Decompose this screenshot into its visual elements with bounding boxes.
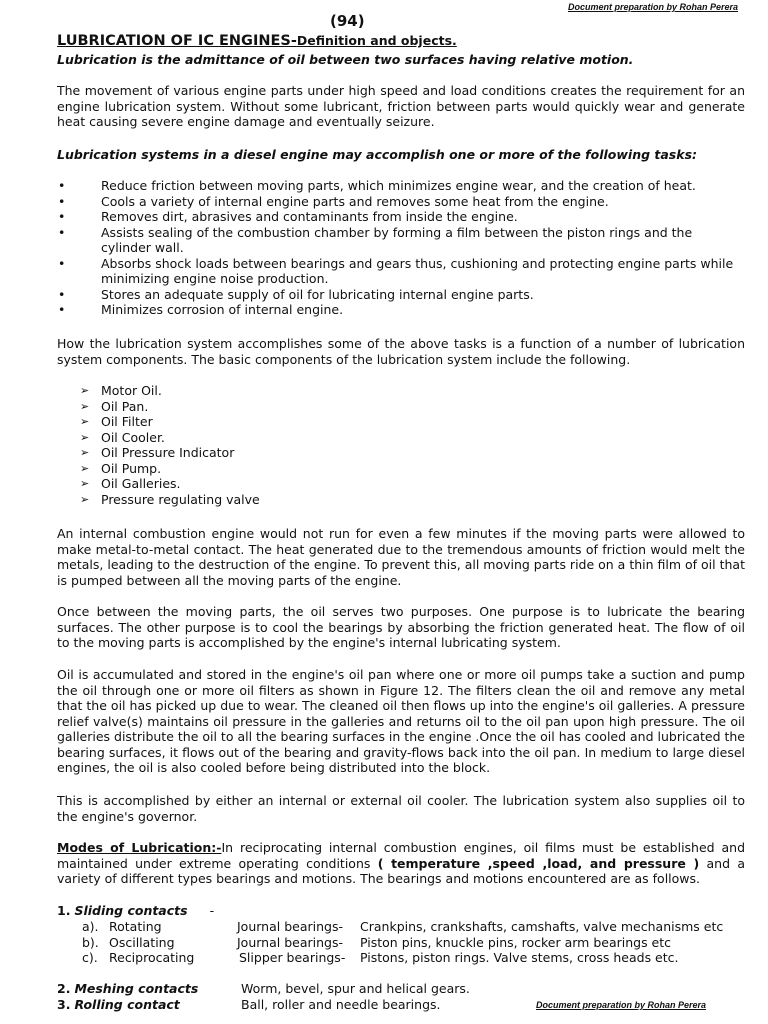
- body-paragraph-4: This is accomplished by either an internal or external oil cooler. The lubrication system also supplies oil to the engine's governor.: [57, 793, 745, 824]
- sliding-contacts-heading: 1. Sliding contacts -: [57, 903, 215, 918]
- list-item: ➢ Oil Filter: [80, 414, 153, 429]
- list-item: ➢ Oil Pan.: [80, 398, 149, 414]
- components-intro: How the lubrication system accomplishes some of the above tasks is a function of a number of lubrication system components. The basic components of the lubrication system include the following.: [57, 336, 745, 367]
- list-item: ➢ Pressure regulating valve: [80, 491, 260, 507]
- contact-row-bearing: Slipper bearings-: [239, 950, 346, 965]
- bullet-icon: •: [58, 224, 66, 240]
- arrow-bullet-icon: ➢: [80, 430, 90, 444]
- footer-credit: Document preparation by Rohan Perera: [536, 1000, 707, 1010]
- body-paragraph-3: Oil is accumulated and stored in the engine's oil pan where one or more oil pumps take a suction and pump the oil through one or more oil filters as shown in Figure 12. The filters clean the oil and remove any metal that the oil has picked up due to wear. The cleaned oil then flows up into the engine's oil galleries. A pressure relief valve(s) maintains oil pressure in the galleries and returns oil to the oil pan upon high pressure. The oil galleries distribute the oil to all the bearing surfaces in the engine .Once the oil has cooled and lubricated the bearing surfaces, it flows out of the bearing and gravity-flows back into the oil pan. In medium to large diesel engines, the oil is also cooled before being distributed into the block.: [57, 667, 746, 775]
- tasks-list: [57, 178, 745, 318]
- contact-row-letter: c).: [82, 950, 98, 965]
- body-paragraph-2: Once between the moving parts, the oil serves two purposes. One purpose is to lubricate the bearing surfaces. The other purpose is to cool the bearings by absorbing the friction generated heat. The flow of oil to the moving parts is accomplished by the engine's internal lubricating system.: [57, 604, 745, 650]
- arrow-bullet-icon: ➢: [80, 492, 90, 506]
- arrow-bullet-icon: ➢: [80, 477, 90, 490]
- bullet-icon: •: [58, 302, 66, 317]
- list-item: • Minimizes corrosion of internal engine.: [58, 302, 344, 317]
- list-item: • Reduce friction between moving parts, which minimizes engine wear, and the creation of heat.: [58, 178, 696, 193]
- list-item: • Removes dirt, abrasives and contaminants from inside the engine.: [58, 209, 518, 224]
- contact-row-letter: b).: [82, 935, 99, 950]
- components-list: [80, 383, 260, 507]
- list-item: • Stores an adequate supply of oil for lubricating internal engine parts.: [58, 286, 534, 302]
- list-item: ➢ Oil Pressure Indicator: [80, 445, 235, 460]
- list-item: • Absorbs shock loads between bearings and gears thus, cushioning and protecting engine parts while minimizing engine noise production.: [58, 255, 734, 286]
- list-item: ➢ Oil Pump.: [80, 460, 162, 476]
- contact-row-type: Oscillating: [109, 935, 175, 950]
- modes-paragraph: Modes of Lubrication:-In reciprocating internal combustion engines, oil films must be established and maintained under extreme operating conditions ( temperature ,speed ,load, and pressure ) and a variety of different types bearings and motions. The bearings and motions encountered are as follows.: [57, 840, 745, 886]
- list-item: ➢ Oil Cooler.: [80, 429, 165, 445]
- contact-row-letter: a).: [82, 919, 99, 934]
- intro-paragraph: The movement of various engine parts under high speed and load conditions creates the requirement for an engine lubrication system. Without some lubricant, friction between parts would quickly wear and generate heat causing severe engine damage and eventually seizure.: [57, 83, 745, 129]
- list-item: ➢ Motor Oil.: [80, 383, 162, 398]
- contact-row-examples: Crankpins, crankshafts, camshafts, valve mechanisms etc: [360, 919, 724, 934]
- bullet-icon: •: [58, 286, 66, 302]
- arrow-bullet-icon: ➢: [80, 446, 90, 459]
- contact-row-examples: Pistons, piston rings. Valve stems, cross heads etc.: [360, 950, 679, 965]
- contact-row-type: Rotating: [109, 919, 162, 934]
- bullet-icon: •: [58, 178, 66, 193]
- contact-row-examples: Piston pins, knuckle pins, rocker arm bearings etc: [360, 935, 672, 950]
- rolling-contact-heading: 3. Rolling contact: [57, 997, 180, 1012]
- bullet-icon: •: [58, 255, 66, 271]
- title-main: LUBRICATION OF IC ENGINES-: [57, 33, 297, 49]
- modes-heading: Modes of Lubrication:-: [57, 840, 222, 855]
- arrow-bullet-icon: ➢: [80, 461, 90, 475]
- definition-line: Lubrication is the admittance of oil between two surfaces having relative motion.: [57, 52, 634, 67]
- body-paragraph-1: An internal combustion engine would not run for even a few minutes if the moving parts were allowed to make metal-to-metal contact. The heat generated due to the tremendous amounts of friction would melt the metals, leading to the destruction of the engine. To prevent this, all moving parts ride on a thin film of oil that is pumped between all the moving parts of the engine.: [57, 526, 745, 588]
- list-item: • Assists sealing of the combustion chamber by forming a film between the piston rings and the cylinder wall.: [58, 224, 693, 255]
- meshing-contacts-heading: 2. Meshing contacts: [57, 981, 199, 996]
- contact-row-bearing: Journal bearings-: [237, 935, 343, 950]
- rolling-contact-text: Ball, roller and needle bearings.: [241, 997, 441, 1012]
- arrow-bullet-icon: ➢: [80, 384, 90, 397]
- page-number: (94): [330, 12, 365, 30]
- bullet-icon: •: [58, 209, 66, 224]
- modes-conditions: ( temperature ,speed ,load, and pressure ): [377, 855, 700, 871]
- bullet-icon: •: [58, 193, 66, 209]
- contact-row-bearing: Journal bearings-: [237, 919, 343, 934]
- meshing-contacts-text: Worm, bevel, spur and helical gears.: [241, 981, 470, 996]
- list-item: ➢ Oil Galleries.: [80, 476, 181, 491]
- page-title: [57, 33, 457, 50]
- header-credit: Document preparation by Rohan Perera: [567, 2, 738, 12]
- title-sub: Definition and objects.: [296, 33, 457, 48]
- arrow-bullet-icon: ➢: [80, 399, 90, 413]
- arrow-bullet-icon: ➢: [80, 415, 90, 428]
- tasks-lead: Lubrication systems in a diesel engine may accomplish one or more of the following tasks:: [57, 147, 698, 162]
- list-item: • Cools a variety of internal engine parts and removes some heat from the engine.: [58, 193, 609, 209]
- contact-row-type: Reciprocating: [109, 950, 195, 965]
